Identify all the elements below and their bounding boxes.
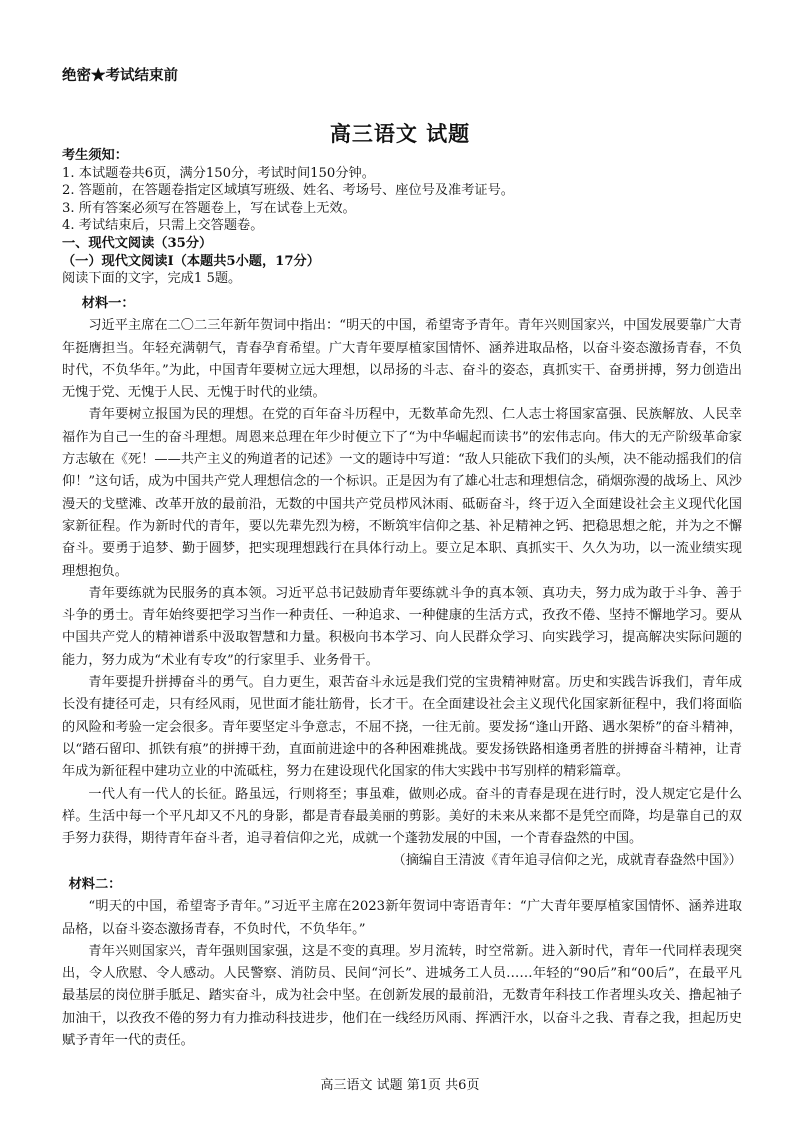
paragraph: 一代人有一代人的长征。路虽远，行则将至；事虽难，做则必成。奋斗的青春是现在进行时，没人规定它是什么样。生活中每一个平凡却又不凡的身影，都是青春最美丽的剪影。美好的未来从来都不是凭空而降，均是靠自己的双手努力获得，期待青年奋斗者，追寻着信仰之光，成就一个蓬勃发展的中国，一个青春盎然的中国。: [62, 786, 742, 847]
paragraph: 青年兴则国家兴，青年强则国家强，这是不变的真理。岁月流转，时空常新。进入新时代，青年一代同样表现突出，令人欣慰、令人感动。人民警察、消防员、民间“河长”、进城务工人员……年轻的“90后”和“00后”，在最平凡最基层的岗位胼手胝足、踏实奋斗，成为社会中坚。在创新发展的最前沿，无数青年科技工作者埋头攻关、撸起袖子加油干，以孜孜不倦的努力有力推动科技进步，他们在一线经历风雨、挥洒汗水，以奋斗之我、青春之我，担起历史赋予青年一代的责任。: [62, 943, 742, 1049]
paragraph: 青年要练就为民服务的真本领。习近平总书记鼓励青年要练就斗争的真本领、真功夫，努力成为敢于斗争、善于斗争的勇士。青年始终要把学习当作一种责任、一种追求、一种健康的生活方式，孜孜不倦、坚持不懈地学习。要从中国共产党人的精神谱系中汲取智慧和力量。积极向书本学习、向人民群众学习、向实践学习，提高解决实际问题的能力，努力成为“术业有专攻”的行家里手、业务骨干。: [62, 585, 742, 668]
instruction-item: 3. 所有答案必须写在答题卷上，写在试卷上无效。: [62, 200, 356, 216]
section-heading: 一、现代文阅读（35分）: [62, 235, 213, 251]
subsection-heading: （一）现代文阅读Ⅰ（本题共5小题，17分）: [62, 253, 320, 269]
instruction-item: 2. 答题前，在答题卷指定区域填写班级、姓名、考场号、座位号及准考证号。: [62, 183, 514, 199]
paragraph: 青年要树立报国为民的理想。在党的百年奋斗历程中，无数革命先烈、仁人志士将国家富强、民族解放、人民幸福作为自己一生的奋斗理想。周恩来总理在年少时便立下了“为中华崛起而读书”的宏伟志向。伟大的无产阶级革命家方志敏在《死！——共产主义的殉道者的记述》一文的题诗中写道：“敌人只能砍下我们的头颅，决不能动摇我们的信仰！”这句话，成为中国共产党人理想信念的一个标识。正是因为有了雄心壮志和理想信念，硝烟弥漫的战场上、风沙漫天的戈壁滩、改革开放的最前沿，无数的中国共产党员栉风沐雨、砥砺奋斗，终于迈入全面建设社会主义现代化国家新征程。作为新时代的青年，要以先辈先烈为榜，不断筑牢信仰之基、补足精神之钙、把稳思想之舵，并为之不懈奋斗。要勇于追梦、勤于圆梦，把实现理想践行在具体行动上。要立足本职、真抓实干、久久为功，以一流业绩实现理想抱负。: [62, 407, 742, 579]
material-one: [62, 293, 742, 873]
paragraph: “明天的中国，希望寄予青年。”习近平主席在2023新年贺词中寄语青年：“广大青年要厚植家国情怀、涵养进取品格，以奋斗姿态激扬青春，不负时代，不负华年。”: [62, 899, 742, 937]
source-citation: （摘编自王清波《青年追寻信仰之光，成就青春盎然中国》）: [392, 853, 742, 869]
instructions-heading: 考生须知：: [62, 148, 128, 163]
reading-intro: 阅读下面的文字，完成1 5题。: [62, 271, 242, 287]
page-title: 高三语文 试题: [329, 121, 471, 146]
material-one-label: 材料一：: [81, 296, 135, 311]
paragraph: 习近平主席在二〇二三年新年贺词中指出：“明天的中国，希望寄予青年。青年兴则国家兴，中国发展要靠广大青年挺膺担当。年轻充满朝气，青春孕育希望。广大青年要厚植家国情怀、涵养进取品格，以奋斗姿态激扬青春，不负时代，不负华年。”为此，中国青年要树立远大理想，以昂扬的斗志、奋斗的姿态，真抓实干、奋勇拼搏，努力创造出无愧于党、无愧于人民、无愧于时代的业绩。: [62, 318, 742, 401]
page-footer: 高三语文 试题 第1页 共6页: [320, 1078, 480, 1093]
instruction-item: 1. 本试题卷共6页，满分150分，考试时间150分钟。: [62, 165, 375, 181]
paragraph: 青年要提升拼搏奋斗的勇气。自力更生，艰苦奋斗永远是我们党的宝贵精神财富。历史和实践告诉我们，青年成长没有捷径可走，只有经风雨，见世面才能壮筋骨，长才干。在全面建设社会主义现代化国家新征程中，我们将面临的风险和考验一定会很多。青年要坚定斗争意志，不屈不挠，一往无前。要发扬“逢山开路、遇水架桥”的奋斗精神，以“踏石留印、抓铁有痕”的拼搏干劲，直面前进途中的各种困难挑战。要发扬铁路相逢勇者胜的拼搏奋斗精神，让青年成为新征程中建功立业的中流砥柱，努力在建设现代化国家的伟大实践中书写别样的精彩篇章。: [62, 675, 742, 780]
material-two-label: 材料二：: [68, 877, 122, 892]
secret-label: 绝密★考试结束前: [62, 67, 178, 84]
material-two: [62, 874, 742, 1052]
instructions: [62, 147, 742, 288]
instruction-item: 4. 考试结束后，只需上交答题卷。: [62, 218, 264, 234]
